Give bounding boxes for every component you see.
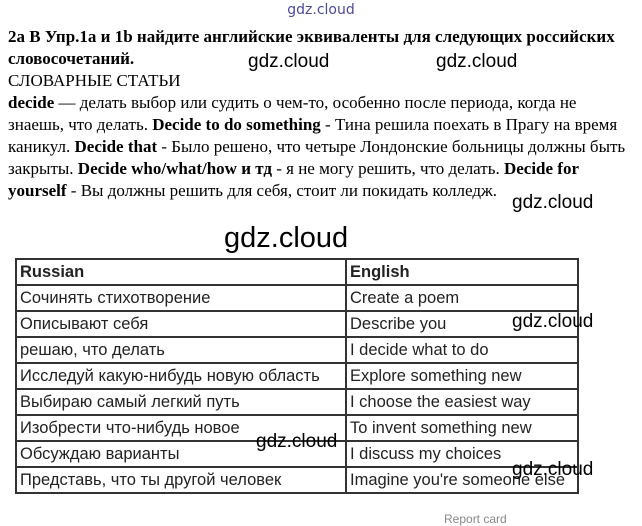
russian-cell: решаю, что делать [16, 337, 346, 363]
russian-cell: Исследуй какую-нибудь новую область [16, 363, 346, 389]
russian-cell: Обсуждаю варианты [16, 441, 346, 467]
russian-cell: Сочинять стихотворение [16, 285, 346, 311]
watermark: gdz.cloud [436, 51, 518, 72]
english-cell: I decide what to do [346, 337, 578, 363]
watermark: gdz.cloud [512, 311, 594, 332]
english-cell: To invent something new [346, 415, 578, 441]
russian-cell: Изобрести что-нибудь новое [16, 415, 346, 441]
english-cell: Explore something new [346, 363, 578, 389]
russian-cell: Описывают себя [16, 311, 346, 337]
column-header-russian: Russian [16, 259, 346, 285]
entry-text: - Тина решила поехать в Прагу на время каникул. [8, 115, 618, 156]
watermark: gdz.cloud [224, 222, 349, 254]
section-label: СЛОВАРНЫЕ СТАТЬИ [8, 71, 181, 90]
entry-text: - Было решено, что четыре Лондонские больницы должны быть закрыты. [8, 137, 626, 178]
table-row [16, 285, 578, 311]
exercise-heading: 2a В Упр.1a и 1b найдите английские эквиваленты для следующих российских словосочетаний. [8, 27, 615, 68]
entry-term: Decide for yourself [8, 159, 579, 200]
english-cell: I choose the easiest way [346, 389, 578, 415]
watermark: gdz.cloud [512, 192, 594, 213]
cropped-footer-text: Report card [444, 512, 507, 526]
table-row [16, 467, 578, 493]
entry-text: - я не могу решить, что делать. [271, 159, 504, 178]
english-cell: Create a poem [346, 285, 578, 311]
entry-term: Decide who/what/how и тд [77, 159, 272, 178]
english-cell: I discuss my choices [346, 441, 578, 467]
table-row [16, 363, 578, 389]
entry-term: Decide that [74, 137, 158, 156]
watermark: gdz.cloud [256, 431, 338, 452]
russian-cell: Представь, что ты другой человек [16, 467, 346, 493]
site-mark: gdz.cloud [287, 2, 355, 18]
table-header-row [16, 259, 578, 285]
table-row [16, 389, 578, 415]
dictionary-entry [8, 92, 634, 202]
watermark: gdz.cloud [512, 459, 594, 480]
vocabulary-table [15, 258, 579, 494]
entry-term: decide [8, 93, 55, 112]
russian-cell: Выбираю самый легкий путь [16, 389, 346, 415]
column-header-english: English [346, 259, 578, 285]
entry-term: Decide to do something [152, 115, 321, 134]
entry-text: - Вы должны решить для себя, стоит ли покидать колледж. [66, 181, 497, 200]
table-row [16, 311, 578, 337]
table-row [16, 337, 578, 363]
english-cell: Describe you [346, 311, 578, 337]
entry-text: — делать выбор или судить о чем-то, особенно после периода, когда не знаешь, что делать. [8, 93, 577, 134]
watermark: gdz.cloud [248, 51, 330, 72]
english-cell: Imagine you're someone else [346, 467, 578, 493]
